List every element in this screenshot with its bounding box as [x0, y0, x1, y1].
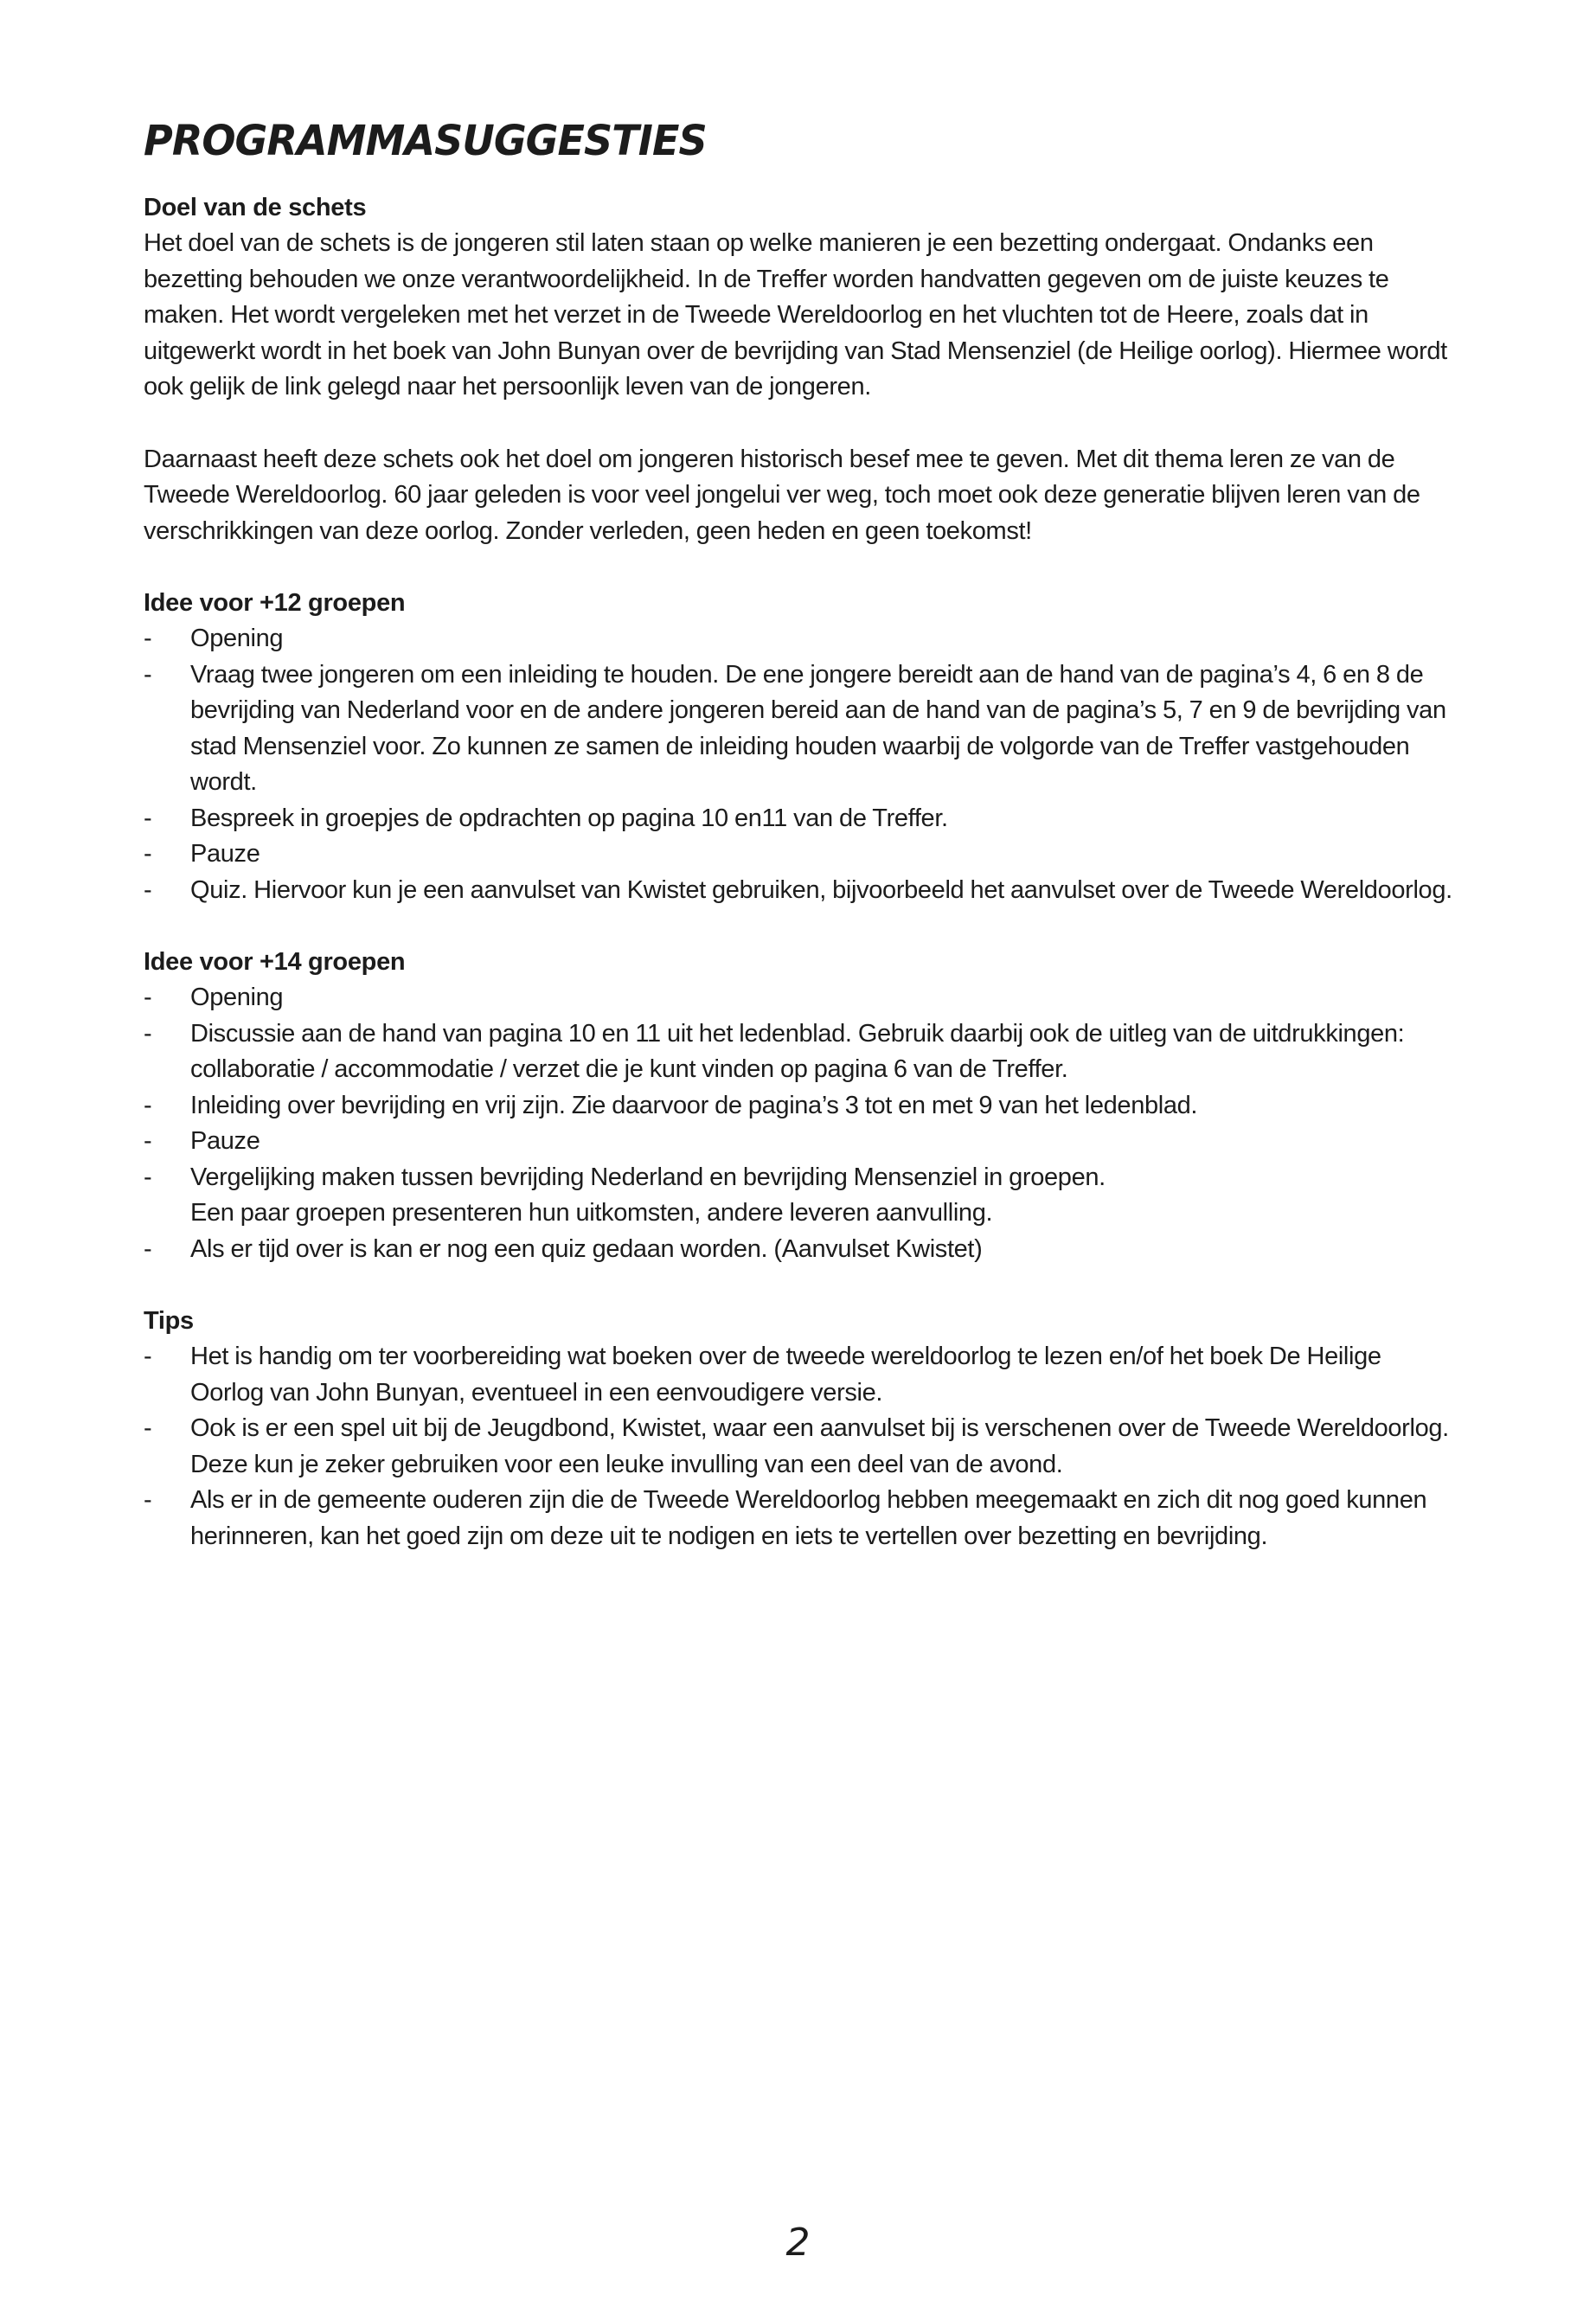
list-item-text: Bespreek in groepjes de opdrachten op pagina 10 en11 van de Treffer.	[190, 804, 948, 832]
dash-bullet: -	[144, 1234, 152, 1263]
dash-bullet: -	[144, 1486, 152, 1514]
spacer	[144, 1267, 1458, 1304]
list-item	[144, 873, 1458, 909]
section-heading: Doel van de schets	[144, 194, 367, 221]
list-item	[144, 657, 1458, 801]
list-item	[144, 1483, 1458, 1554]
dash-bullet: -	[144, 1414, 152, 1442]
paragraph: Daarnaast heeft deze schets ook het doel om jongeren historisch besef mee te geven. Met dit thema leren ze van de Tweede Wereldoorlog. 60 jaar geleden is voor veel jongelui ver weg, toch moet ook deze generatie blijven leren van de verschrikkingen van deze oorlog. Zonder verleden, geen heden en geen toekomst!	[144, 445, 1420, 545]
list-item-text: Discussie aan de hand van pagina 10 en 11 uit het ledenblad. Gebruik daarbij ook de uitleg van de uitdrukkingen: collaboratie / accommodatie / verzet die je kunt vinden op pagina 6 van de Treffer.	[190, 1019, 1405, 1083]
list-item-text: Pauze	[190, 1127, 260, 1155]
spacer	[144, 549, 1458, 586]
paragraph: Het doel van de schets is de jongeren stil laten staan op welke manieren je een bezetting ondergaat. Ondanks een bezetting behouden we onze verantwoordelijkheid. In de Treffer worden handvatten gegeven om de juiste keuzes te maken. Het wordt vergeleken met het verzet in de Tweede Wereldoorlog en het vluchten tot de Heere, zoals dat in uitgewerkt wordt in het boek van John Bunyan over de bevrijding van Stad Mensenziel (de Heilige oorlog). Hiermee wordt ook gelijk de link gelegd naar het persoonlijk leven van de jongeren.	[144, 229, 1447, 401]
dash-bullet: -	[144, 1343, 152, 1370]
section-idee-14	[144, 945, 1458, 1267]
section-idee-12	[144, 586, 1458, 908]
list-item-text: Opening	[190, 625, 284, 652]
list-item-continuation: Een paar groepen presenteren hun uitkomsten, andere leveren aanvulling.	[190, 1199, 993, 1227]
dash-bullet: -	[144, 1019, 152, 1048]
section-heading: Idee voor +14 groepen	[144, 948, 406, 976]
list-item-text: Het is handig om ter voorbereiding wat boeken over de tweede wereldoorlog te lezen en/of het boek De Heilige Oorlog van John Bunyan, eventueel in een eenvoudigere versie.	[190, 1343, 1381, 1407]
list-item	[144, 836, 1458, 873]
dash-list	[144, 1339, 1458, 1554]
dash-bullet: -	[144, 1127, 152, 1155]
list-item	[144, 1160, 1458, 1232]
page-number: 2	[785, 2221, 811, 2265]
dash-bullet: -	[144, 625, 152, 652]
dash-bullet: -	[144, 840, 152, 868]
section-heading: Idee voor +12 groepen	[144, 589, 406, 617]
dash-bullet: -	[144, 984, 152, 1011]
list-item	[144, 1016, 1458, 1088]
page-title: PROGRAMMASUGGESTIES	[144, 117, 707, 165]
list-item-text: Inleiding over bevrijding en vrij zijn. Zie daarvoor de pagina’s 3 tot en met 9 van het ledenblad.	[190, 1091, 1198, 1119]
list-item	[144, 1232, 1458, 1268]
dash-bullet: -	[144, 1091, 152, 1119]
list-item-text: Vergelijking maken tussen bevrijding Nederland en bevrijding Mensenziel in groepen.	[190, 1163, 1106, 1191]
list-item-text: Opening	[190, 984, 284, 1011]
list-item	[144, 801, 1458, 837]
dash-bullet: -	[144, 1163, 152, 1191]
list-item-text: Als er in de gemeente ouderen zijn die de Tweede Wereldoorlog hebben meegemaakt en zich dit nog goed kunnen herinneren, kan het goed zijn om deze uit te nodigen en iets te vertellen over bezetting en bevrijding.	[190, 1486, 1427, 1550]
list-item	[144, 1411, 1458, 1483]
list-item-text: Pauze	[190, 840, 260, 868]
spacer	[144, 406, 1458, 442]
list-item-text: Als er tijd over is kan er nog een quiz gedaan worden. (Aanvulset Kwistet)	[190, 1234, 983, 1263]
spacer	[144, 908, 1458, 945]
list-item	[144, 1088, 1458, 1125]
dash-list	[144, 621, 1458, 908]
document-page	[144, 111, 1458, 1554]
section-doel	[144, 190, 1458, 549]
list-item	[144, 1339, 1458, 1411]
list-item-text: Vraag twee jongeren om een inleiding te houden. De ene jongere bereidt aan de hand van de pagina’s 4, 6 en 8 de bevrijding van Nederland voor en de andere jongeren bereid aan de hand van de pagina’s 5, 7 en 9 de bevrijding van stad Mensenziel voor. Zo kunnen ze samen de inleiding houden waarbij de volgorde van de Treffer vastgehouden wordt.	[190, 660, 1446, 796]
list-item-text: Quiz. Hiervoor kun je een aanvulset van Kwistet gebruiken, bijvoorbeeld het aanvulset over de Tweede Wereldoorlog.	[190, 875, 1452, 904]
dash-list	[144, 980, 1458, 1267]
section-tips	[144, 1304, 1458, 1554]
section-heading: Tips	[144, 1307, 194, 1335]
dash-bullet: -	[144, 875, 152, 904]
list-item	[144, 621, 1458, 657]
dash-bullet: -	[144, 804, 152, 832]
dash-bullet: -	[144, 660, 152, 689]
list-item-text: Ook is er een spel uit bij de Jeugdbond, Kwistet, waar een aanvulset bij is verschenen over de Tweede Wereldoorlog. Deze kun je zeker gebruiken voor een leuke invulling van een deel van de avond.	[190, 1414, 1449, 1478]
list-item	[144, 1124, 1458, 1160]
list-item	[144, 980, 1458, 1016]
